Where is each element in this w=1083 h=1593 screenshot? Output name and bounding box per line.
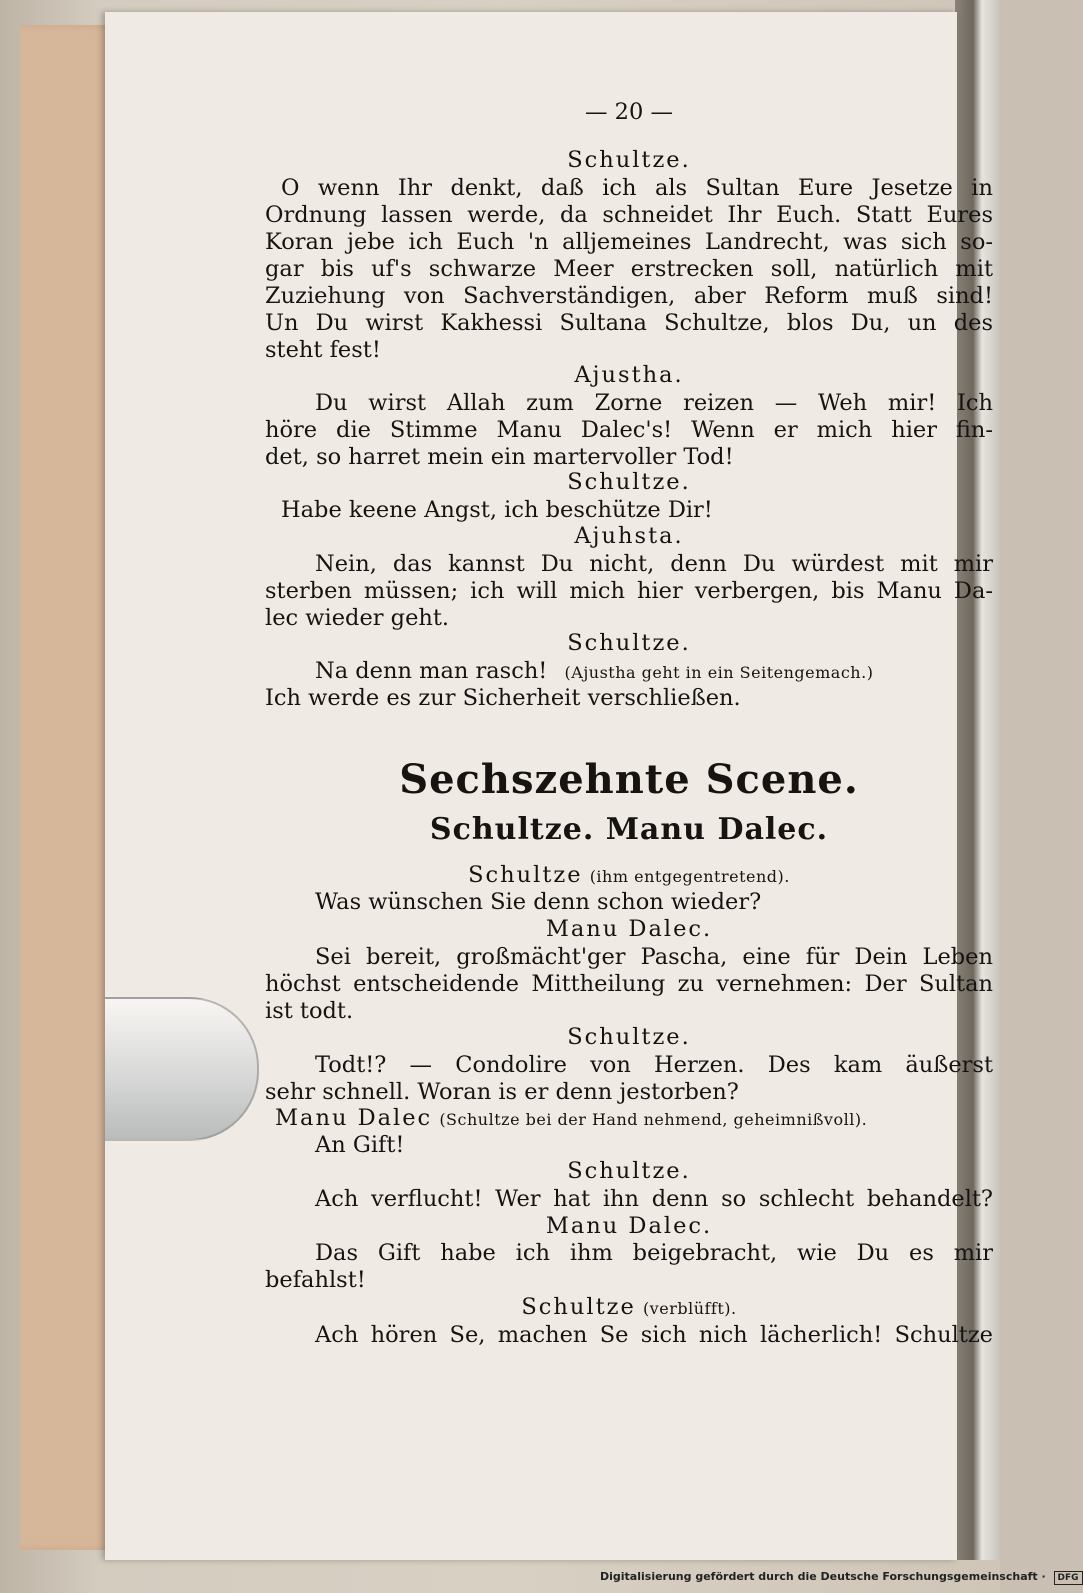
- stage-direction: (Ajustha geht in ein Seitengemach.): [564, 663, 874, 682]
- body-line: Du wirst Allah zum Zorne reizen — Weh mir! Ich: [315, 390, 993, 416]
- scene-heading: Sechszehnte Scene.: [399, 756, 859, 803]
- body-line: Was wünschen Sie denn schon wieder?: [315, 889, 762, 915]
- dfg-logo: DFG: [1054, 1571, 1083, 1585]
- book-page: [105, 12, 993, 1560]
- body-line: det, so harret mein ein martervoller Tod!: [265, 444, 734, 470]
- body-line: Habe keene Angst, ich beschütze Dir!: [281, 497, 713, 523]
- body-line: höre die Stimme Manu Dalec's! Wenn er mich hier fin-: [265, 417, 993, 443]
- speaker-name: Schultze.: [567, 1024, 691, 1050]
- body-line: Todt!? — Condolire von Herzen. Des kam äußerst: [315, 1052, 993, 1078]
- stage-direction: (Schultze bei der Hand nehmend, geheimnißvoll).: [439, 1110, 868, 1129]
- body-line: Un Du wirst Kakhessi Sultana Schultze, blos Du, un des: [265, 310, 993, 336]
- speaker-name: Schultze.: [567, 1158, 691, 1184]
- page-text: [105, 12, 993, 1560]
- speaker-name: Ajustha.: [574, 362, 684, 388]
- body-line: Ordnung lassen werde, da schneidet Ihr Euch. Statt Eures: [265, 202, 993, 228]
- speaker-name: Schultze.: [567, 147, 691, 173]
- body-text: Na denn man rasch!: [315, 658, 548, 684]
- speaker-name: Schultze.: [567, 630, 691, 656]
- scene-characters: Schultze. Manu Dalec.: [429, 812, 829, 847]
- body-line: Ach hören Se, machen Se sich nich lächerlich! Schultze: [315, 1322, 993, 1348]
- stage-direction: (verblüfft).: [642, 1299, 737, 1318]
- page-number: — 20 —: [585, 99, 673, 125]
- body-line-with-stage: [315, 657, 873, 687]
- body-line: Das Gift habe ich ihm beigebracht, wie Du es mir: [315, 1240, 993, 1266]
- body-line: lec wieder geht.: [265, 605, 450, 631]
- body-line: An Gift!: [315, 1132, 405, 1158]
- body-line: befahlst!: [265, 1267, 366, 1293]
- body-line: Ach verflucht! Wer hat ihn denn so schlecht behandelt?: [315, 1186, 993, 1212]
- stage-direction: (ihm entgegentretend).: [589, 867, 790, 886]
- body-line: sehr schnell. Woran is er denn jestorben?: [265, 1079, 739, 1105]
- speaker-line-with-stage: [265, 1293, 993, 1323]
- speaker-name: Manu Dalec.: [545, 1213, 713, 1239]
- body-line: O wenn Ihr denkt, daß ich als Sultan Eure Jesetze in: [281, 175, 993, 201]
- body-line: ist todt.: [265, 998, 354, 1024]
- body-line: Ich werde es zur Sicherheit verschließen.: [265, 685, 741, 711]
- body-line: sterben müssen; ich will mich hier verbergen, bis Manu Da-: [265, 578, 993, 604]
- body-line: Nein, das kannst Du nicht, denn Du würdest mit mir: [315, 551, 993, 577]
- speaker-name: Manu Dalec: [275, 1105, 433, 1131]
- speaker-name: Ajuhsta.: [574, 523, 684, 549]
- digitization-credit: [600, 1570, 1079, 1588]
- body-line: Koran jebe ich Euch 'n alljemeines Landrecht, was sich so-: [265, 229, 993, 255]
- body-line: steht fest!: [265, 337, 381, 363]
- speaker-line-with-stage: [265, 861, 993, 891]
- body-line: Zuziehung von Sachverständigen, aber Reform muß sind!: [265, 283, 993, 309]
- speaker-name: Schultze.: [567, 469, 691, 495]
- credit-text: Digitalisierung gefördert durch die Deutsche Forschungsgemeinschaft ·: [600, 1570, 1046, 1583]
- speaker-name: Manu Dalec.: [545, 916, 713, 942]
- speaker-line-with-stage: [275, 1104, 867, 1134]
- body-line: gar bis uf's schwarze Meer erstrecken soll, natürlich mit: [265, 256, 993, 282]
- speaker-name: Schultze: [468, 862, 583, 888]
- speaker-name: Schultze: [521, 1294, 636, 1320]
- body-line: höchst entscheidende Mittheilung zu vernehmen: Der Sultan: [265, 971, 993, 997]
- body-line: Sei bereit, großmächt'ger Pascha, eine für Dein Leben: [315, 944, 993, 970]
